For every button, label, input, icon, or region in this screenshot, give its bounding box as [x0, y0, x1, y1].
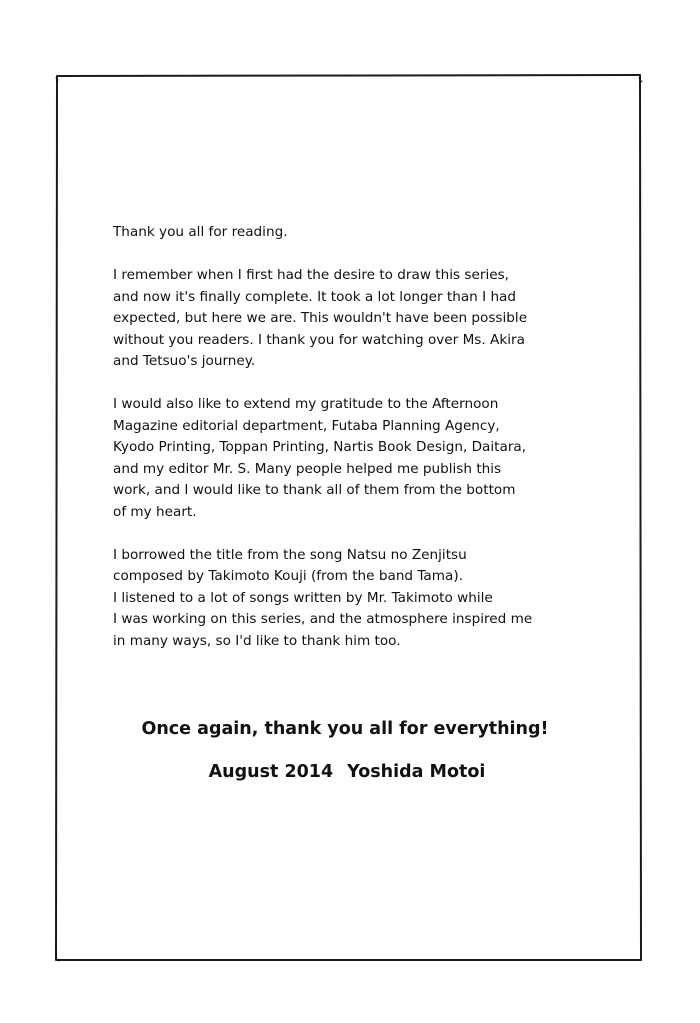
text-line: composed by Takimoto Kouji (from the band Tama). — [113, 568, 463, 584]
text-line: work, and I would like to thank all of them from the bottom — [113, 482, 516, 498]
text-line: and now it's finally complete. It took a lot longer than I had — [113, 288, 517, 305]
text-line: and my editor Mr. S. Many people helped me publish this — [113, 460, 502, 477]
text-line: I was working on this series, and the atmosphere inspired me — [113, 611, 533, 627]
text-line: in many ways, so I'd like to thank him too. — [113, 632, 401, 649]
text-line: without you readers. I thank you for watching over Ms. Akira — [113, 331, 525, 348]
text-line: expected, but here we are. This wouldn't have been possible — [113, 310, 528, 326]
text-line: and Tetsuo's journey. — [113, 353, 256, 369]
text-line: of my heart. — [113, 503, 197, 520]
signature-date: August 2014 — [208, 762, 334, 782]
text-line: Magazine editorial department, Futaba Planning Agency, — [113, 417, 500, 434]
text-line: Kyodo Printing, Toppan Printing, Nartis Book Design, Daitara, — [113, 439, 527, 455]
afterword-letter — [113, 222, 583, 674]
paragraph-gratitude — [113, 394, 583, 523]
text-line: I listened to a lot of songs written by Mr. Takimoto while — [113, 589, 493, 606]
signature-author: Yoshida Motoi — [347, 762, 486, 782]
text-line: I would also like to extend my gratitude to the Afternoon — [113, 396, 499, 412]
closing-thanks: Once again, thank you all for everything! — [141, 719, 549, 739]
text-line: I borrowed the title from the song Natsu no Zenjitsu — [113, 546, 467, 563]
paragraph-title-origin — [113, 545, 583, 653]
text-line: I remember when I first had the desire to draw this series, — [113, 267, 509, 283]
greeting — [113, 222, 583, 244]
signature — [0, 762, 697, 782]
greeting-text: Thank you all for reading. — [113, 224, 288, 240]
paragraph-series-completion — [113, 265, 583, 373]
